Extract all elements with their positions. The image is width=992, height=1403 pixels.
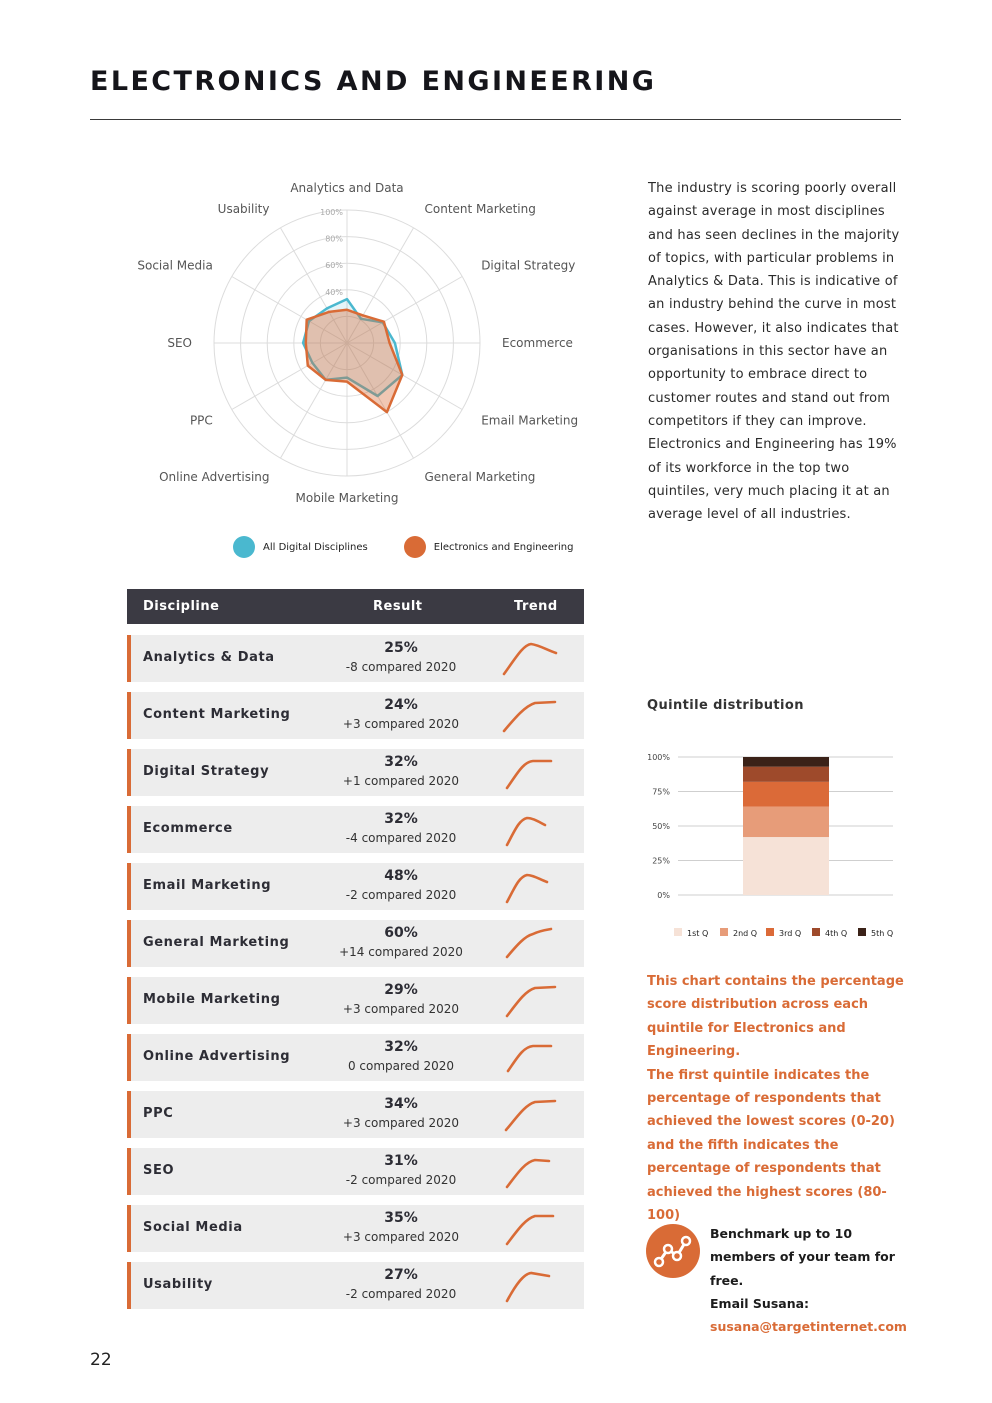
radar-series-electronics (306, 310, 403, 412)
radar-axis-label: Ecommerce (502, 336, 573, 350)
quintile-legend-label: 2nd Q (733, 929, 758, 938)
discipline-name: Mobile Marketing (143, 992, 281, 1007)
discipline-name: Digital Strategy (143, 764, 270, 779)
discipline-change: +3 compared 2020 (342, 1230, 460, 1244)
quintile-legend (674, 928, 893, 938)
discipline-name: PPC (143, 1106, 174, 1121)
legend-teal-dot (233, 536, 255, 558)
trend-line (507, 875, 547, 902)
quintile-legend-swatch (674, 928, 682, 936)
discipline-result: 32% (384, 754, 418, 770)
table-row (127, 1205, 584, 1252)
quintile-chart (640, 745, 905, 950)
radar-ring-label: 40% (325, 287, 343, 297)
title-divider (90, 119, 901, 120)
quintile-title: Quintile distribution (647, 698, 804, 713)
discipline-change: +3 compared 2020 (342, 1116, 460, 1130)
intro-text (648, 177, 903, 526)
radar-axis-label: Content Marketing (424, 201, 536, 216)
discipline-result: 32% (384, 1039, 418, 1055)
discipline-name: SEO (143, 1163, 175, 1178)
trend-sparkline (501, 1034, 563, 1081)
quintile-tick-label: 75% (652, 787, 670, 797)
discipline-change: 0 compared 2020 (347, 1059, 455, 1073)
legend-all-digital (233, 536, 368, 558)
trend-sparkline (501, 1091, 563, 1138)
discipline-name: Social Media (143, 1220, 243, 1235)
discipline-result: 25% (384, 640, 418, 656)
table-header (127, 589, 584, 624)
discipline-change: -2 compared 2020 (345, 1173, 457, 1187)
table-row (127, 1148, 584, 1195)
intro-paragraph: The industry is scoring poorly overall against average in most disciplines and has seen declines in the majority of topics, with particular problems in Analytics & Data. This is indicative of an industry behind the curve in most cases. However, it also indicates that organisations in this sector have an opportunity to embrace direct to customer routes and stand out from competitors if they can improve. Electronics and Engineering has 19% of its workforce in the top two quintiles, very much placing it at an average level of all industries. (648, 181, 900, 523)
discipline-name: Email Marketing (143, 878, 272, 893)
legend-electronics (404, 536, 574, 558)
radar-axis-label: Email Marketing (481, 413, 579, 428)
trend-line (507, 1273, 549, 1301)
radar-ring-label: 100% (320, 208, 343, 217)
header-result: Result (373, 599, 423, 614)
trend-line (507, 987, 555, 1016)
discipline-name: Ecommerce (143, 821, 233, 836)
trend-sparkline (501, 920, 563, 967)
discipline-name: Usability (143, 1277, 213, 1292)
radar-ring-labels (320, 208, 343, 297)
discipline-result: 34% (384, 1096, 418, 1112)
trend-sparkline (501, 806, 563, 853)
trend-sparkline (501, 635, 563, 682)
quintile-note (647, 970, 905, 1227)
radar-axis-label: Online Advertising (159, 470, 270, 485)
discipline-result: 29% (384, 982, 418, 998)
trend-line (507, 818, 545, 845)
radar-series (303, 299, 402, 412)
radar-axis-label: Social Media (137, 258, 213, 273)
discipline-name: Online Advertising (143, 1049, 291, 1064)
quintile-tick-label: 100% (647, 753, 670, 762)
trend-sparkline (501, 1148, 563, 1195)
discipline-result: 32% (384, 811, 418, 827)
discipline-change: -4 compared 2020 (345, 831, 457, 845)
trend-sparkline (501, 977, 563, 1024)
quintile-legend-label: 4th Q (825, 929, 848, 938)
quintile-tick-label: 25% (652, 856, 670, 866)
trend-sparkline (501, 1205, 563, 1252)
trend-line (504, 702, 555, 731)
benchmark-line2: Email Susana: (710, 1295, 810, 1311)
header-trend: Trend (514, 599, 558, 614)
discipline-result: 31% (384, 1153, 418, 1169)
header-discipline: Discipline (143, 599, 220, 614)
discipline-change: +1 compared 2020 (342, 774, 460, 788)
table-row (127, 806, 584, 853)
benchmark-line1: Benchmark up to 10 members of your team for free. (710, 1226, 895, 1288)
discipline-result: 60% (384, 925, 418, 941)
discipline-change: -8 compared 2020 (345, 660, 457, 674)
quintile-segment (743, 757, 829, 767)
page-number: 22 (90, 1350, 112, 1370)
table-row (127, 1034, 584, 1081)
discipline-name: General Marketing (143, 935, 290, 950)
discipline-change: +3 compared 2020 (342, 1002, 460, 1016)
quintile-segment (743, 782, 829, 807)
radar-axis-label: PPC (189, 413, 213, 428)
trend-sparkline (501, 692, 563, 739)
trend-line (508, 1046, 551, 1071)
table-row (127, 1091, 584, 1138)
discipline-result: 24% (384, 697, 418, 713)
radar-axis-label: SEO (167, 336, 192, 350)
radar-axis-label: Digital Strategy (481, 258, 576, 273)
legend-label: Electronics and Engineering (433, 541, 574, 553)
trend-sparkline (501, 863, 563, 910)
radar-chart (120, 170, 595, 515)
quintile-segment (743, 767, 829, 782)
quintile-segment (743, 807, 829, 837)
discipline-result: 27% (384, 1267, 418, 1283)
table-row (127, 635, 584, 682)
trend-line (506, 1101, 555, 1130)
quintile-legend-label: 1st Q (687, 929, 709, 938)
table-row (127, 977, 584, 1024)
page-title: ELECTRONICS AND ENGINEERING (90, 66, 657, 97)
trend-line (507, 929, 551, 957)
radar-legend (233, 536, 573, 558)
discipline-result: 48% (384, 868, 418, 884)
legend-label: All Digital Disciplines (263, 541, 368, 553)
benchmark-email-link[interactable]: susana@targetinternet.com (710, 1319, 907, 1335)
trend-sparkline (501, 1262, 563, 1309)
trend-line (507, 761, 551, 788)
discipline-result: 35% (384, 1210, 418, 1226)
radar-ring-label: 60% (325, 261, 343, 271)
discipline-change: -2 compared 2020 (345, 888, 457, 902)
trend-line (507, 1216, 553, 1244)
quintile-legend-swatch (720, 928, 728, 936)
table-row (127, 863, 584, 910)
trend-line (507, 1160, 549, 1187)
discipline-change: +14 compared 2020 (339, 945, 463, 959)
radar-axis-label: Usability (217, 201, 270, 216)
discipline-change: -2 compared 2020 (345, 1287, 457, 1301)
quintile-note-1: This chart contains the percentage score distribution across each quintile for Electronics and Engineering. (647, 974, 904, 1060)
quintile-segment (743, 837, 829, 895)
quintile-legend-label: 3rd Q (779, 929, 802, 938)
radar-axis-label: Mobile Marketing (295, 491, 399, 505)
table-row (127, 920, 584, 967)
quintile-legend-swatch (812, 928, 820, 936)
table-row (127, 692, 584, 739)
analytics-network-icon (646, 1224, 700, 1278)
legend-orange-dot (404, 536, 426, 558)
trend-sparkline (501, 749, 563, 796)
quintile-tick-label: 50% (652, 822, 670, 831)
quintile-legend-swatch (858, 928, 866, 936)
quintile-legend-label: 5th Q (871, 929, 894, 938)
discipline-change: +3 compared 2020 (342, 717, 460, 731)
table-row (127, 1262, 584, 1309)
quintile-legend-swatch (766, 928, 774, 936)
quintile-bars (743, 757, 829, 895)
radar-ring-label: 80% (325, 234, 343, 244)
radar-axis-label: Analytics and Data (290, 181, 404, 195)
discipline-name: Analytics & Data (143, 650, 275, 665)
quintile-tick-label: 0% (657, 891, 670, 900)
benchmark-text (710, 1222, 910, 1338)
discipline-name: Content Marketing (143, 707, 291, 722)
table-row (127, 749, 584, 796)
quintile-note-2: The first quintile indicates the percentage of respondents that achieved the lowest scores (0-20) and the fifth indicates the percentage of respondents that achieved the highest scores (80-100) (647, 1067, 895, 1224)
trend-line (504, 644, 556, 674)
radar-axis-label: General Marketing (424, 470, 536, 485)
